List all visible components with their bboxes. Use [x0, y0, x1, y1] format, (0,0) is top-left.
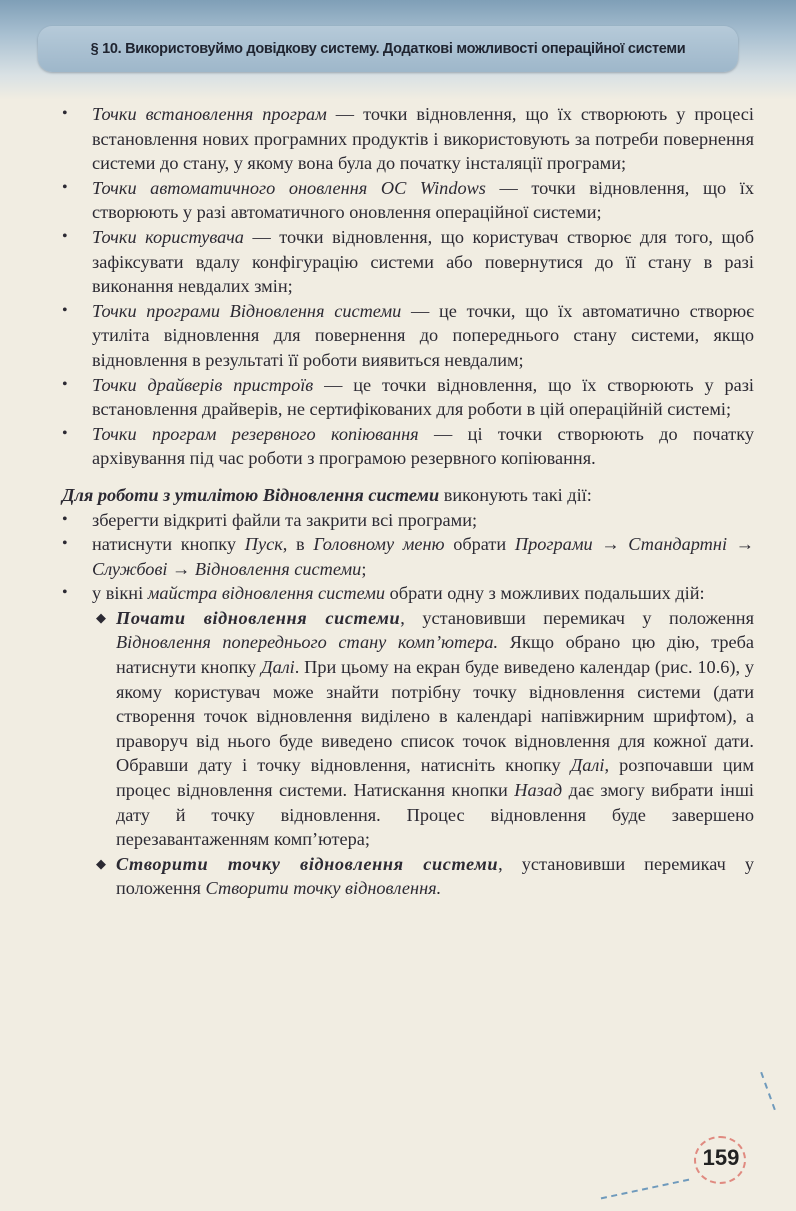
decorative-dashes — [601, 1179, 689, 1200]
list-item: • Точки драйверів пристроїв — це точки відновлення, що їх створюють у разі встановлення драйверів, не сертифікованих для роботи в цій операційній системі; — [62, 374, 755, 420]
section-title: § 10. Використовуймо довідкову систему. Додаткові можливості операційної системи — [90, 41, 686, 57]
list-item: • Точки програм резервного копіювання — ці точки створюють до початку архівування під час роботи з програмою резервного копіювання. — [62, 423, 754, 469]
decorative-dashes — [760, 1072, 776, 1110]
section-header — [38, 26, 738, 72]
step-item: • зберегти відкриті файли та закрити всі програми; — [62, 509, 478, 530]
page-number: 159 — [690, 1138, 752, 1178]
list-item: • Точки автоматичного оновлення ОС Windows — точки відновлення, що їх створюють у разі автоматичного оновлення операційної системи; — [62, 177, 754, 223]
sub-step-item: ◆ Почати відновлення системи, установивши перемикач у положення Відновлення попереднього стану комп’ютера. Якщо обрано цю дію, треба натиснути кнопку Далі. При цьому на екран буде виведено календар (рис. 10.6), у якому користувач може знайти потрібну точку відновлення системи (дати створення точок відновлення виділено в календарі напівжирним шрифтом), а праворуч від нього буде виведено список точок відновлення для кожної дати. Обравши дату і точку відновлення, натисніть кнопку Далі, розпочавши цим процес відновлення системи. Натискання кнопки Назад дає змогу вибрати інші дату й точку відновлення. Процес відновлення буде завершено перезавантаженням комп’ютера; — [96, 607, 755, 850]
list-item: • Точки користувача — точки відновлення, що користувач створює для того, щоб зафіксувати вдалу конфігурацію системи або повернутися до її стану в разі виконання невдалих змін; — [62, 226, 754, 297]
step-item: • у вікні майстра відновлення системи обрати одну з можливих подальших дій: — [62, 583, 705, 604]
diamond-bullet-icon: ◆ — [96, 609, 106, 625]
page-body — [62, 102, 754, 901]
list-item: • Точки встановлення програм — точки відновлення, що їх створюють у процесі встановлення нових програмних продуктів і використовують за потреби повернення системи до стану, у якому вона була до початку інсталяції програми; — [62, 104, 754, 174]
list-item: • Точки програми Відновлення системи — це точки, що їх автоматично створює утиліта відновлення для повернення до попереднього стану системи, якщо відновлення в результаті її роботи виявиться невдалим; — [62, 300, 755, 370]
diamond-bullet-icon: ◆ — [96, 855, 106, 871]
procedure-intro: Для роботи з утилітою Відновлення системи виконують такі дії: — [62, 484, 592, 505]
step-item: • натиснути кнопку Пуск, в Головному меню обрати Програми → Стандартні → Службові → Відновлення системи; — [62, 534, 755, 579]
sub-step-item: ◆ Створити точку відновлення системи, установивши перемикач у положення Створити точку відновлення. — [96, 853, 754, 899]
